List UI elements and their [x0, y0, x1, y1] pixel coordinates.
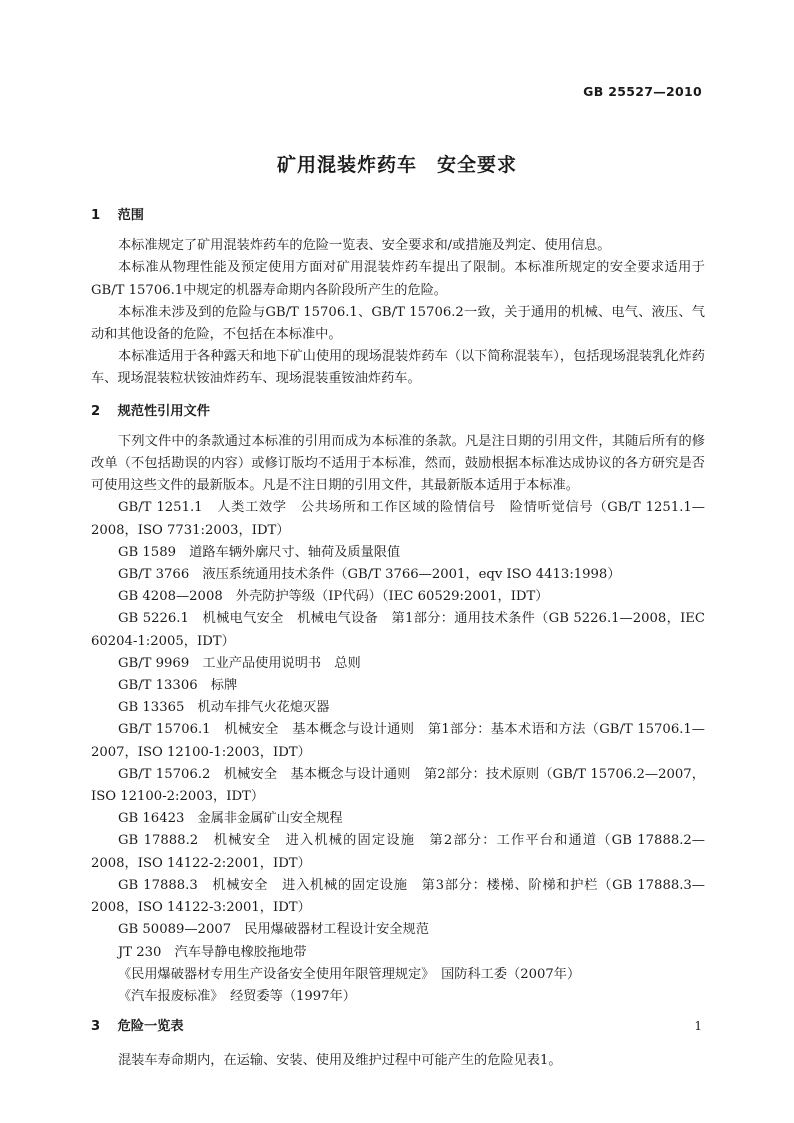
section-1-heading	[91, 205, 705, 227]
section-3-heading	[91, 1016, 705, 1038]
paragraph: 本标准适用于各种露天和地下矿山使用的现场混装炸药车（以下简称混装车），包括现场混装乳化炸药车、现场混装粒状铵油炸药车、现场混装重铵油炸药车。	[91, 349, 705, 387]
section-1-body	[91, 235, 705, 390]
document-title: 矿用混装炸药车 安全要求	[276, 154, 517, 176]
section-2-body	[91, 431, 705, 1008]
standard-code: GB 25527—2010	[583, 84, 702, 99]
reference-item: GB/T 1251.1 人类工效学 公共场所和工作区域的险情信号 险情听觉信号（GB/T 1251.1—2008，ISO 7731:2003，IDT）	[91, 500, 705, 538]
section-title: 范围	[117, 208, 144, 223]
section-number: 1	[91, 208, 101, 223]
paragraph: 本标准规定了矿用混装炸药车的危险一览表、安全要求和/或措施及判定、使用信息。	[118, 238, 611, 254]
reference-item: GB/T 3766 液压系统通用技术条件（GB/T 3766—2001，eqv ISO 4413:1998）	[118, 567, 621, 583]
reference-item: GB 50089—2007 民用爆破器材工程设计安全规范	[118, 922, 429, 938]
document-body	[91, 205, 705, 1073]
paragraph: 本标准从物理性能及预定使用方面对矿用混装炸药车提出了限制。本标准所规定的安全要求适用于GB/T 15706.1中规定的机器寿命期内各阶段所产生的危险。	[91, 260, 705, 298]
reference-item: GB 13365 机动车排气火花熄灭器	[118, 700, 330, 716]
reference-item: JT 230 汽车导静电橡胶拖地带	[118, 944, 307, 960]
section-number: 3	[91, 1019, 101, 1035]
reference-item: GB 16423 金属非金属矿山安全规程	[118, 811, 343, 827]
section-2-heading	[91, 401, 705, 423]
paragraph: 本标准未涉及到的危险与GB/T 15706.1、GB/T 15706.2一致，关于通用的机械、电气、液压、气动和其他设备的危险，不包括在本标准中。	[91, 304, 705, 343]
reference-item: GB 17888.2 机械安全 进入机械的固定设施 第2部分：工作平台和通道（GB 17888.2—2008，ISO 14122-2:2001，IDT）	[91, 833, 705, 871]
paragraph: 混装车寿命期内，在运输、安装、使用及维护过程中可能产生的危险见表1。	[118, 1053, 562, 1069]
section-title: 规范性引用文件	[117, 403, 210, 419]
page-number: 1	[694, 1019, 702, 1033]
section-number: 2	[91, 403, 101, 419]
reference-item: GB 5226.1 机械电气安全 机械电气设备 第1部分：通用技术条件（GB 5226.1—2008，IEC 60204-1:2005，IDT）	[91, 611, 705, 649]
reference-item: GB/T 15706.1 机械安全 基本概念与设计通则 第1部分：基本术语和方法（GB/T 15706.1—2007，ISO 12100-1:2003，IDT）	[91, 722, 705, 760]
reference-item: 《民用爆破器材专用生产设备安全使用年限管理规定》 国防科工委（2007年）	[118, 966, 581, 982]
reference-item: GB/T 13306 标牌	[118, 678, 238, 694]
reference-item: GB 1589 道路车辆外廓尺寸、轴荷及质量限值	[118, 544, 401, 560]
reference-item: GB/T 15706.2 机械安全 基本概念与设计通则 第2部分：技术原则（GB/T 15706.2—2007，ISO 12100-2:2003，IDT）	[91, 766, 705, 805]
reference-item: GB/T 9969 工业产品使用说明书 总则	[118, 655, 361, 671]
paragraph: 下列文件中的条款通过本标准的引用而成为本标准的条款。凡是注日期的引用文件，其随后所有的修改单（不包括勘误的内容）或修订版均不适用于本标准，然而，鼓励根据本标准达成协议的各方研究是否可使用这些文件的最新版本。凡是不注日期的引用文件，其最新版本适用于本标准。	[91, 433, 705, 494]
reference-item: GB 17888.3 机械安全 进入机械的固定设施 第3部分：楼梯、阶梯和护栏（GB 17888.3—2008，ISO 14122-3:2001，IDT）	[91, 877, 705, 916]
section-title: 危险一览表	[117, 1019, 184, 1035]
reference-item: 《汽车报废标准》 经贸委等（1997年）	[118, 988, 356, 1004]
reference-item: GB 4208—2008 外壳防护等级（IP代码）（IEC 60529:2001，IDT）	[118, 589, 549, 605]
